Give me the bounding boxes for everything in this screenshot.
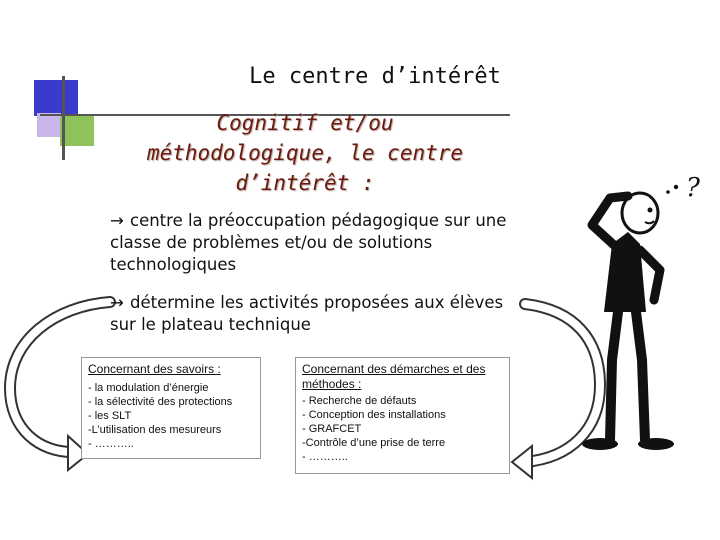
demarches-title: Concernant des démarches et des méthodes : (302, 362, 486, 391)
question-mark: ? (686, 173, 700, 203)
bullet-text: centre la préoccupation pédagogique sur une classe de problèmes et/ou de solutions technologiques (110, 211, 507, 274)
curved-arrow-right-icon (512, 304, 600, 478)
demarches-list (302, 394, 503, 464)
list-item: -Contrôle d’une prise de terre (302, 437, 446, 449)
arrow-right-icon: → (110, 211, 124, 230)
savoirs-list (88, 381, 254, 451)
list-item: - ……….. (88, 438, 134, 450)
arrow-right-icon: → (110, 293, 124, 312)
list-item: - les SLT (88, 410, 132, 422)
page-subtitle: Cognitif et/ou méthodologique, le centre d’intérêt : (146, 111, 464, 195)
savoirs-title: Concernant des savoirs : (88, 362, 221, 376)
list-item: - Recherche de défauts (302, 395, 417, 407)
bullet-item (110, 292, 520, 336)
savoirs-box (81, 357, 261, 459)
bullet-item (110, 210, 520, 276)
thought-dot (666, 190, 670, 194)
list-item: - GRAFCET (302, 423, 362, 435)
list-item: - la sélectivité des protections (88, 396, 233, 408)
demarches-box (295, 357, 510, 474)
thought-dot (674, 185, 678, 189)
list-item: - ……….. (302, 451, 348, 463)
list-item: -L’utilisation des mesureurs (88, 424, 222, 436)
bullet-text: détermine les activités proposées aux élèves sur le plateau technique (110, 293, 504, 334)
list-item: - Conception des installations (302, 409, 446, 421)
page-title: Le centre d’intérêt (249, 64, 501, 89)
list-item: - la modulation d’énergie (88, 382, 209, 394)
